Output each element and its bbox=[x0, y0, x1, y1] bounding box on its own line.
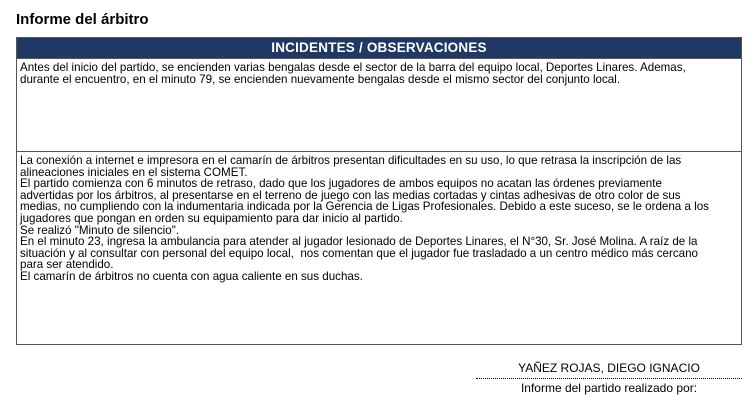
incidents-panel bbox=[16, 37, 742, 345]
referee-name: YAÑEZ ROJAS, DIEGO IGNACIO bbox=[518, 361, 700, 375]
page-title: Informe del árbitro bbox=[16, 11, 149, 28]
signature-line bbox=[476, 378, 742, 379]
incidents-text-2: La conexión a internet e impresora en el camarín de árbitros presentan dificultades en su uso, lo que retrasa la inscripción de las alineaciones iniciales en el sistema COMET. El partido comienza con 6 minutos de retraso, dado que los jugadores de ambos equipos no acatan las órdenes previamente advertidas por los árbitros, al presentarse en el terreno de juego con las medias cortadas y cintas adhesivas de otro color de sus medias, no cumpliendo con la indumentaria indicada por la Gerencia de Ligas Profesionales. Debido a este suceso, se le ordena a los jugadores que pongan en orden su equipamiento para dar inicio al partido. Se realizó "Minuto de silencio". En el minuto 23, ingresa la ambulancia para atender al jugador lesionado de Deportes Linares, el N°30, Sr. José Molina. A raíz de la situación y al consultar con personal del equipo local, nos comentan que el jugador fue trasladado a un centro médico más cercano para ser atendido. El camarín de árbitros no cuenta con agua caliente en sus duchas. bbox=[20, 154, 709, 283]
signature-caption: Informe del partido realizado por: bbox=[520, 381, 698, 395]
incidents-text-1: Antes del inicio del partido, se encienden varias bengalas desde el sector de la barra del equipo local, Deportes Linares. Ademas, durante el encuentro, en el minuto 79, se encienden nuevamente bengalas desde el mismo sector del conjunto local. bbox=[20, 61, 686, 86]
incidents-header: INCIDENTES / OBSERVACIONES bbox=[17, 38, 741, 59]
incidents-section-1 bbox=[17, 59, 741, 152]
incidents-section-2 bbox=[17, 152, 741, 345]
